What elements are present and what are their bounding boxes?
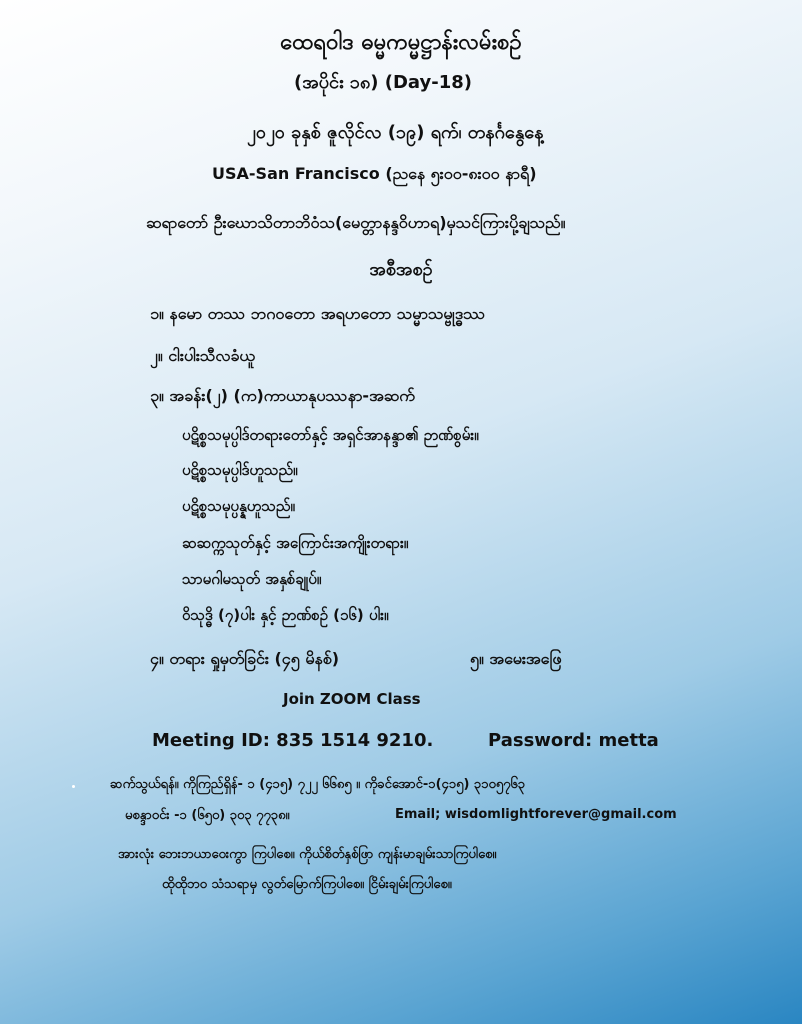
agenda-subitem: သာမဂါမသုတ် အနှစ်ချုပ်။ (182, 570, 322, 588)
contact-line-1: ဆက်သွယ်ရန်။ ကိုကြည်ရှိန်- ၁ (၄၁၅) ၇၂၂ ၆၆၈၅ ။ ကိုခင်အောင်-၁(၄၁၅) ၃၁၀၅၇၆၃ (110, 777, 526, 792)
agenda-subitem: ဆဆက္ကသုတ်နှင့် အကြောင်းအကျိုးတရား။ (182, 534, 409, 552)
agenda-item-2: ၂။ ငါးပါးသီလခံယူ (150, 346, 255, 365)
blessing-line-2: ထိုထိုဘ၀ သံသရာမှ လွတ်မြောက်ကြပါစေ။ ငြိမ်းချမ်းကြပါစေ။ (162, 877, 452, 892)
location-time: USA-San Francisco (ညနေ ၅း၀၀-၈း၀၀ နာရီ) (212, 164, 537, 183)
contact-line-2: မစန္ဒာဝင်း -၁ (၆၅၀) ၃၀၃ ၇၇၃၈။ (125, 808, 290, 823)
agenda-subitem: ဝိသုဒ္ဓိ (၇)ပါး နှင့် ဉာဏ်စဉ် (၁၆) ပါး။ (182, 606, 389, 624)
agenda-subitem: ပဋိစ္စသမုပ္ပန္နဟူသည်။ (182, 497, 295, 515)
meeting-id: Meeting ID: 835 1514 9210. (152, 730, 434, 751)
part-label: (အပိုင်း ၁၈) (Day-18) (294, 72, 472, 93)
date-line: ၂၀၂၀ ခုနှစ် ဇူလိုင်လ (၁၉) ရက်၊ တနင်္ဂနွေနေ့ (247, 122, 544, 143)
agenda-item-5: ၅။ အမေးအဖြေ (470, 649, 562, 668)
page-title: ထေရဝါဒ ဓမ္မကမ္မဋ္ဌာန်းလမ်းစဉ် (280, 30, 522, 55)
blessing-line-1: အားလုံး ဘေးဘယာဝေးကွာ ကြပါစေ။ ကိုယ်စိတ်နှစ်ဖြာ ကျန်းမာချမ်းသာကြပါစေ။ (118, 847, 497, 862)
contact-email: Email; wisdomlightforever@gmail.com (395, 807, 677, 822)
agenda-item-3: ၃။ အခန်း(၂) (က)ကာယာနုပဿနာ-အဆက် (150, 386, 415, 405)
agenda-subitem: ပဋိစ္စသမုပ္ပါဒ်တရားတော်နှင့် အရှင်အာနန္ဒာ၏ ဉာဏ်စွမ်း။ (182, 426, 479, 444)
agenda-subitem: ပဋိစ္စသမုပ္ပါဒ်ဟူသည်။ (182, 461, 298, 479)
meeting-password: Password: metta (488, 730, 659, 751)
zoom-label: Join ZOOM Class (283, 690, 421, 708)
agenda-item-4: ၄။ တရား ရှုမှတ်ခြင်း (၄၅ မိနစ်) (150, 649, 340, 668)
agenda-heading: အစီအစဉ် (369, 259, 433, 280)
teacher-line: ဆရာတော် ဦးဃောသိတာဘိဝံသ(မေတ္တာနန္ဒဝိဟာရ)မှသင်ကြားပို့ချသည်။ (146, 213, 566, 232)
agenda-item-1: ၁။ နမော တဿ ဘဂဝတော အရဟတော သမ္မာသမ္ဗုဒ္ဓဿ (150, 304, 486, 323)
decorative-dot (72, 785, 75, 788)
